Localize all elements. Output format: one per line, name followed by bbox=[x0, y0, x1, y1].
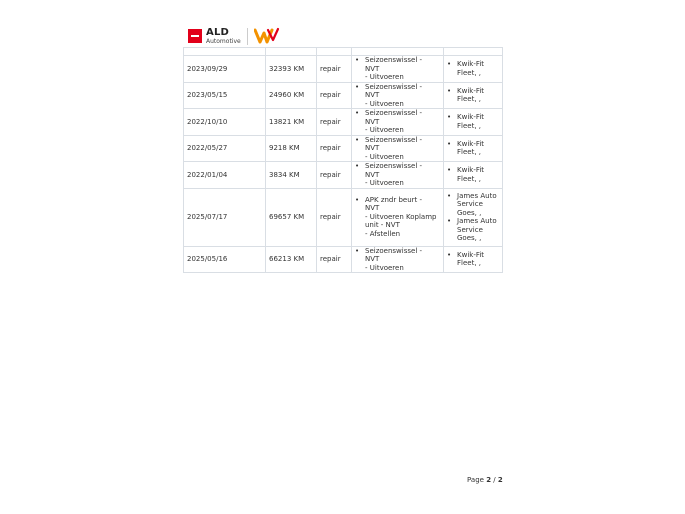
date-cell: 2025/07/17 bbox=[184, 188, 266, 246]
km-cell: 32393 KM bbox=[266, 56, 317, 83]
date-cell: 2023/05/15 bbox=[184, 82, 266, 109]
page-label: Page bbox=[467, 476, 484, 484]
table-row bbox=[184, 82, 503, 109]
service-cell: • Seizoenswissel - NVT - Uitvoeren bbox=[352, 56, 444, 83]
type-cell: repair bbox=[317, 56, 352, 83]
service-cell: • Seizoenswissel - NVT - Uitvoeren bbox=[352, 82, 444, 109]
maintenance-history-table bbox=[183, 47, 503, 273]
table-row bbox=[184, 56, 503, 83]
table-row bbox=[184, 162, 503, 189]
type-cell: repair bbox=[317, 82, 352, 109]
table-row bbox=[184, 246, 503, 273]
table-header-row bbox=[184, 48, 503, 56]
table-row bbox=[184, 135, 503, 162]
garage-cell: • Kwik-Fit Fleet, , bbox=[444, 56, 503, 83]
header-divider bbox=[247, 28, 248, 45]
date-cell: 2022/10/10 bbox=[184, 109, 266, 136]
ald-logo-text bbox=[206, 28, 241, 45]
garage-cell: • Kwik-Fit Fleet, , bbox=[444, 246, 503, 273]
type-cell: repair bbox=[317, 135, 352, 162]
garage-cell: • Kwik-Fit Fleet, , bbox=[444, 82, 503, 109]
type-cell: repair bbox=[317, 109, 352, 136]
km-cell: 69657 KM bbox=[266, 188, 317, 246]
ald-logo-sub: Automotive bbox=[206, 37, 241, 45]
km-cell: 24960 KM bbox=[266, 82, 317, 109]
service-cell: • Seizoenswissel - NVT - Uitvoeren bbox=[352, 162, 444, 189]
page-current: 2 bbox=[486, 476, 492, 484]
document-header bbox=[188, 26, 280, 46]
date-cell: 2022/05/27 bbox=[184, 135, 266, 162]
date-cell: 2022/01/04 bbox=[184, 162, 266, 189]
garage-cell: • James Auto Service Goes, , • James Auto Service Goes, , bbox=[444, 188, 503, 246]
type-cell: repair bbox=[317, 246, 352, 273]
type-cell: repair bbox=[317, 188, 352, 246]
garage-cell: • Kwik-Fit Fleet, , bbox=[444, 109, 503, 136]
ald-logo-name: ALD bbox=[206, 26, 230, 38]
service-cell: • Seizoenswissel - NVT - Uitvoeren bbox=[352, 246, 444, 273]
garage-cell: • Kwik-Fit Fleet, , bbox=[444, 135, 503, 162]
km-cell: 66213 KM bbox=[266, 246, 317, 273]
km-cell: 9218 KM bbox=[266, 135, 317, 162]
service-cell: • APK zndr beurt - NVT - Uitvoeren Koplamp unit - NVT - Afstellen bbox=[352, 188, 444, 246]
date-cell: 2025/05/16 bbox=[184, 246, 266, 273]
partner-logo-icon bbox=[254, 27, 280, 45]
km-cell: 3834 KM bbox=[266, 162, 317, 189]
service-cell: • Seizoenswissel - NVT - Uitvoeren bbox=[352, 135, 444, 162]
table-row bbox=[184, 188, 503, 246]
service-cell: • Seizoenswissel - NVT - Uitvoeren bbox=[352, 109, 444, 136]
page-separator: / bbox=[493, 476, 496, 484]
date-cell: 2023/09/29 bbox=[184, 56, 266, 83]
page-number bbox=[467, 476, 503, 484]
type-cell: repair bbox=[317, 162, 352, 189]
km-cell: 13821 KM bbox=[266, 109, 317, 136]
ald-logo-icon bbox=[188, 29, 202, 43]
garage-cell: • Kwik-Fit Fleet, , bbox=[444, 162, 503, 189]
table-row bbox=[184, 109, 503, 136]
page-total: 2 bbox=[497, 476, 503, 484]
